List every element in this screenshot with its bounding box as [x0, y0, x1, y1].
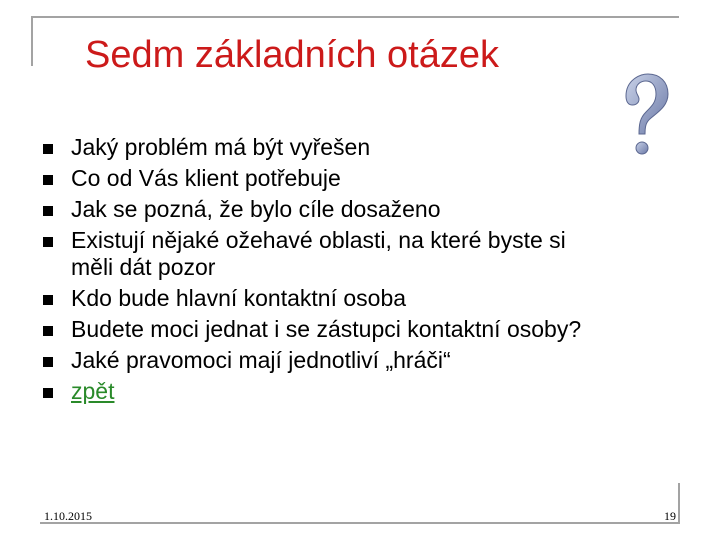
list-item: [43, 378, 683, 405]
square-bullet-icon: [43, 295, 53, 305]
list-item-text: Co od Vás klient potřebuje: [71, 165, 341, 191]
square-bullet-icon: [43, 357, 53, 367]
square-bullet-icon: [43, 388, 53, 398]
list-item: [43, 196, 683, 223]
list-item-text: Jak se pozná, že bylo cíle dosaženo: [71, 196, 441, 222]
list-item: [43, 347, 683, 374]
question-list: [43, 134, 683, 409]
list-item: [43, 316, 683, 343]
list-item-text: Budete moci jednat i se zástupci kontaktní osoby?: [71, 316, 582, 342]
square-bullet-icon: [43, 175, 53, 185]
page-number: 19: [664, 509, 676, 523]
frame-top-line: [31, 16, 679, 18]
frame-left-line: [31, 16, 33, 66]
frame-bottom-line: [40, 522, 680, 524]
footer-date: 1.10.2015: [44, 509, 92, 523]
square-bullet-icon: [43, 237, 53, 247]
list-item-text-line1: Existují nějaké ožehavé oblasti, na které byste si: [71, 227, 566, 253]
list-item-text: Kdo bude hlavní kontaktní osoba: [71, 285, 407, 311]
list-item-text-line2: měli dát pozor: [71, 254, 216, 280]
frame-right-line: [678, 483, 680, 523]
list-item: [43, 285, 683, 312]
back-link[interactable]: zpět: [71, 378, 115, 404]
list-item: [43, 165, 683, 192]
list-item: [43, 134, 683, 161]
square-bullet-icon: [43, 144, 53, 154]
square-bullet-icon: [43, 326, 53, 336]
list-item-text: Jaké pravomoci mají jednotliví „hráči“: [71, 347, 451, 373]
list-item: [43, 227, 683, 281]
square-bullet-icon: [43, 206, 53, 216]
slide-title: Sedm základních otázek: [85, 34, 500, 76]
list-item-text: Jaký problém má být vyřešen: [71, 134, 371, 160]
